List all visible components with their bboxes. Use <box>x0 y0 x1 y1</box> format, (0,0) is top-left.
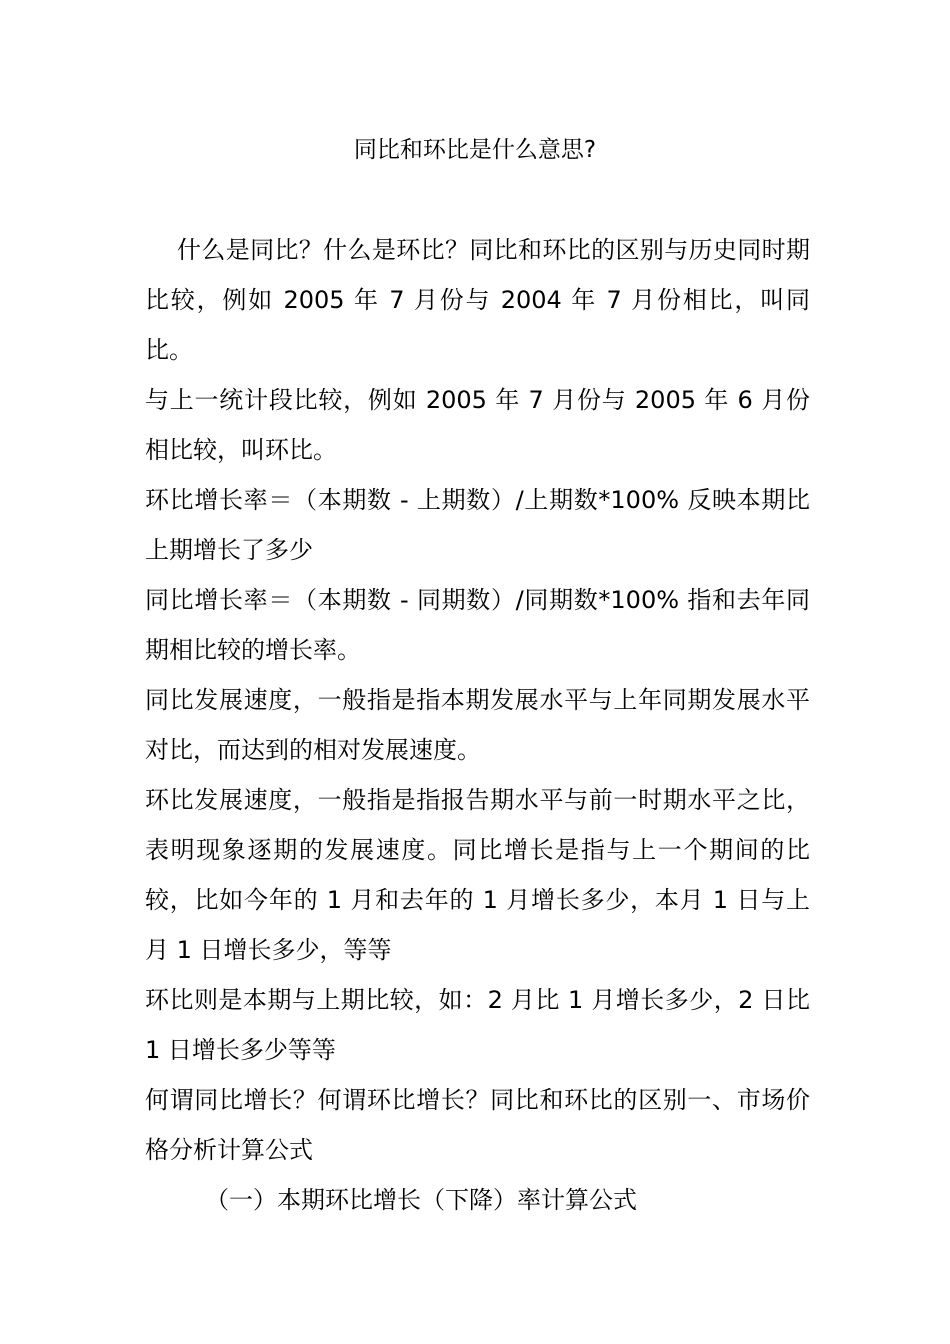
paragraph-yoy-growth-formula: 同比增长率＝（本期数 - 同期数）/同期数*100% 指和去年同期相比较的增长率。 <box>145 586 810 664</box>
paragraph-mom-example: 环比则是本期与上期比较，如：2 月比 1 月增长多少，2 日比 1 日增长多少等等 <box>145 986 810 1064</box>
paragraph-definition-mom: 与上一统计段比较，例如 2005 年 7 月份与 2005 年 6 月份相比较，叫环比。 <box>145 386 810 464</box>
paragraph-mom-growth-formula: 环比增长率＝（本期数 - 上期数）/上期数*100% 反映本期比上期增长了多少 <box>145 486 810 564</box>
paragraph-mom-development-speed: 环比发展速度，一般指是指报告期水平与前一时期水平之比，表明现象逐期的发展速度。同比增长是指与上一个期间的比较，比如今年的 1 月和去年的 1 月增长多少，本月 1 日与上月 1 日增长多少，等等 <box>145 786 810 964</box>
section-heading-mom-growth-rate: （一）本期环比增长（下降）率计算公式 <box>205 1186 637 1214</box>
paragraph-market-price-formula-heading: 何谓同比增长？何谓环比增长？同比和环比的区别一、市场价格分析计算公式 <box>145 1086 810 1164</box>
paragraph-yoy-development-speed: 同比发展速度，一般指是指本期发展水平与上年同期发展水平对比，而达到的相对发展速度。 <box>145 686 810 764</box>
paragraph-definition-yoy: 什么是同比？什么是环比？同比和环比的区别与历史同时期比较，例如 2005 年 7 月份与 2004 年 7 月份相比，叫同比。 <box>145 236 810 364</box>
document-body <box>145 225 810 1225</box>
document-title: 同比和环比是什么意思? <box>353 137 597 163</box>
